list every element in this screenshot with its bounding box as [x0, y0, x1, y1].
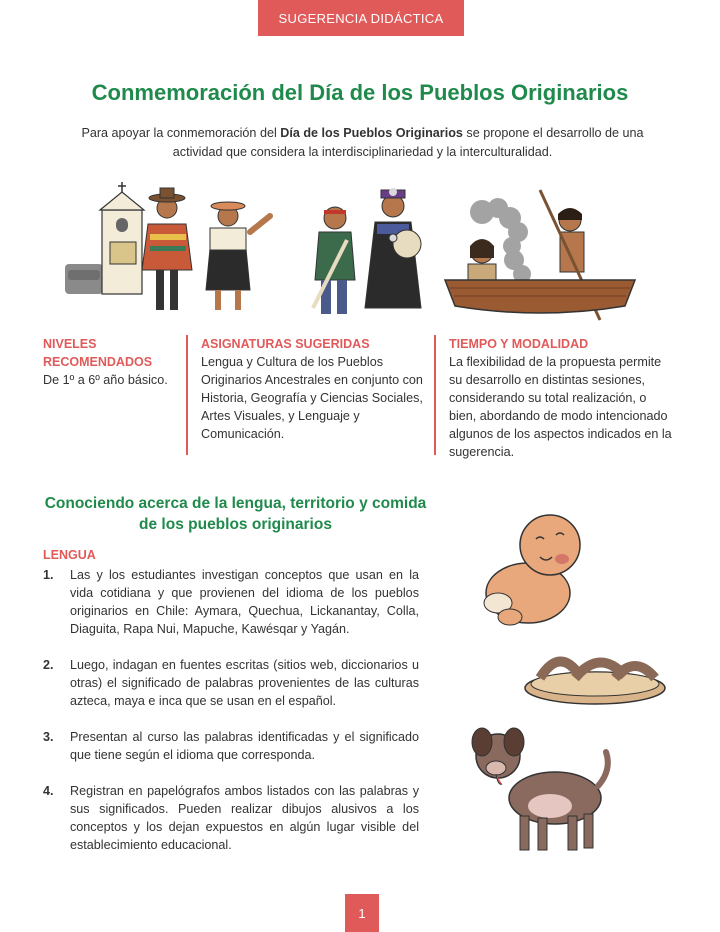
- levels-text: De 1º a 6º año básico.: [43, 373, 168, 387]
- page-title: Conmemoración del Día de los Pueblos Originarios: [91, 80, 629, 105]
- dog-illustration: [460, 720, 620, 860]
- section-tab: SUGERENCIA DIDÁCTICA: [258, 0, 464, 36]
- canoe-illustration: [440, 180, 640, 330]
- time-column: [434, 335, 674, 459]
- time-text: La flexibilidad de la propuesta permite su desarrollo en distintas sesiones, considerando su total realización, o bien, abordando de modo intencionado algunos de los aspectos indicados en la sugerencia.: [449, 355, 672, 459]
- subjects-text: Lengua y Cultura de los Pueblos Originarios Ancestrales en conjunto con Historia, Geografía y Ciencias Sociales, Artes Visuales, y Lenguaje y Comunicación.: [201, 355, 423, 441]
- list-item: [43, 728, 419, 764]
- step-number: 1.: [43, 568, 54, 582]
- sandal-illustration: [520, 638, 670, 710]
- step-number: 4.: [43, 784, 54, 798]
- mapuche-couple-illustration: [295, 180, 435, 330]
- baby-illustration: [470, 505, 600, 635]
- step-number: 3.: [43, 730, 54, 744]
- step-text: Registran en papelógrafos ambos listados con las palabras y sus significados. Pueden realizar dibujos alusivos a los conceptos y los dejan expuestos en algún lugar visible del establecimiento educacional.: [70, 784, 419, 852]
- intro-bold: Día de los Pueblos Originarios: [280, 126, 463, 140]
- time-heading: TIEMPO Y MODALIDAD: [449, 337, 589, 351]
- step-text: Las y los estudiantes investigan conceptos que usan en la vida cotidiana y que provienen del idioma de los pueblos originarios en Chile: Aymara, Quechua, Lickanantay, Colla, Diaguita, Rapa Nui, Mapuche, Kawésqar y Yagán.: [70, 568, 419, 636]
- levels-heading: NIVELES RECOMENDADOS: [43, 337, 153, 369]
- list-item: [43, 782, 419, 854]
- lengua-heading: LENGUA: [43, 548, 96, 562]
- list-item: [43, 656, 419, 710]
- section-title: Conociendo acerca de la lengua, territorio y comida de los pueblos originarios: [44, 495, 427, 533]
- list-item: [43, 566, 419, 638]
- step-text: Luego, indagan en fuentes escritas (sitios web, diccionarios u otras) el significado de palabras provenientes de las culturas azteca, maya e inca que se usan en el español.: [70, 658, 419, 708]
- page-number: 1: [345, 894, 379, 932]
- subjects-heading: ASIGNATURAS SUGERIDAS: [201, 337, 370, 351]
- step-number: 2.: [43, 658, 54, 672]
- andean-couple-illustration: [60, 180, 285, 330]
- steps-list: [43, 566, 419, 854]
- levels-column: [43, 335, 185, 389]
- subjects-column: [186, 335, 426, 455]
- step-text: Presentan al curso las palabras identificadas y el significado que tiene según el idioma que corresponda.: [70, 730, 419, 762]
- intro-paragraph: Para apoyar la conmemoración del Día de los Pueblos Originarios se propone el desarrollo de una actividad que considera la interdisciplinariedad y la interculturalidad.: [81, 126, 644, 159]
